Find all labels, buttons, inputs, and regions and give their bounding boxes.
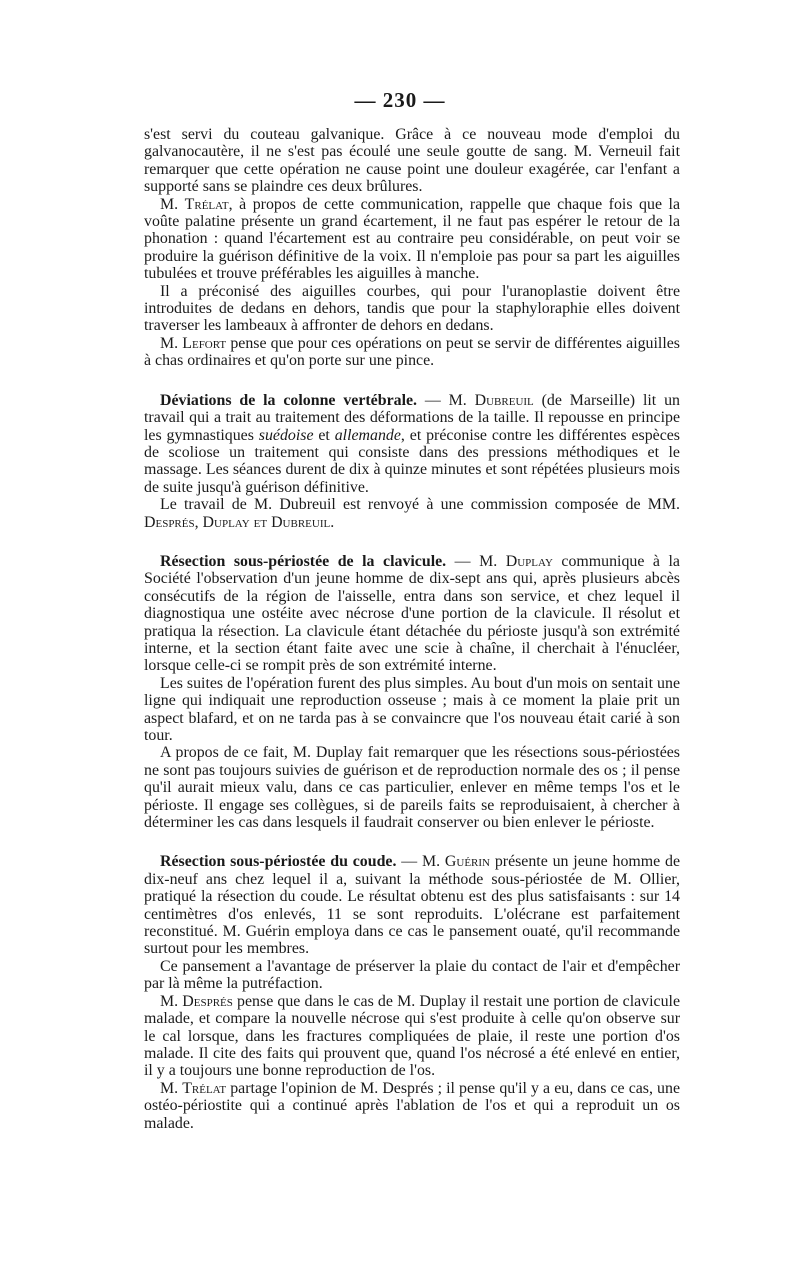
- prefix: M.: [160, 195, 185, 213]
- paragraph-text: et: [313, 426, 335, 444]
- person-name: Trélat: [184, 195, 229, 213]
- paragraph: [144, 196, 680, 283]
- italic-term: allemande: [334, 426, 401, 444]
- paragraph-text: (de Marseille) lit un travail qui a trait au traitement des déformations de la taille. Il repousse en principe les gymnastiques: [144, 391, 680, 444]
- paragraph-text: , et préconise contre les différentes espèces de scoliose un traitement qui consiste dans des pressions méthodiques et le massage. Les séances durent de dix à quinze minutes et sont répétées plusieurs mois de suite jusqu'à guérison définitive.: [144, 426, 680, 496]
- page-number: — 230 —: [354, 88, 446, 112]
- section-clavicle-resection: [144, 553, 680, 675]
- dash: — M.: [417, 391, 475, 409]
- document-body: [144, 126, 680, 1132]
- section-spinal-deviation: [144, 392, 680, 496]
- paragraph: Ce pansement a l'avantage de préserver la plaie du contact de l'air et d'empêcher par là même la putréfaction.: [144, 957, 680, 993]
- paragraph: [144, 335, 680, 370]
- italic-term: suédoise: [258, 426, 314, 444]
- person-name: Dubreuil: [474, 391, 534, 409]
- paragraph: [144, 496, 680, 531]
- person-names: Després, Duplay et Dubreuil.: [144, 513, 335, 531]
- prefix: M.: [160, 334, 183, 352]
- dash: — M.: [396, 853, 445, 871]
- dash: — M.: [446, 552, 506, 570]
- paragraph: A propos de ce fait, M. Duplay fait remarquer que les résections sous-périostées ne sont pas toujours suivies de guérison et de reproduction normale des os ; il pense qu'il aurait mieux valu, dans ce cas particulier, enlever en même temps l'os et le périoste. Il engage ses collègues, si de pareils faits se reproduisaient, à chercher à déterminer les cas dans lesquels il faudrait conserver ou bien enlever le périoste.: [144, 744, 680, 832]
- paragraph: [144, 993, 680, 1080]
- prefix: M.: [160, 992, 183, 1010]
- paragraph-text: présente un jeune homme de dix-neuf ans chez lequel il a, suivant la méthode sous-périostée de M. Ollier, pratiqué la résection du coude. Le résultat obtenu est des plus satisfaisants : sur 14 centimètres d'os enlevés, 11 se sont reproduits. L'olécrane est parfaitement reconstitué. M. Guérin employa dans ce cas le pansement ouaté, qu'il recommande surtout pour les membres.: [144, 853, 680, 958]
- paragraph-text: Le travail de M. Dubreuil est renvoyé à une commission composée de MM.: [160, 496, 680, 514]
- person-name: Trélat: [182, 1079, 227, 1097]
- paragraph: s'est servi du couteau galvanique. Grâce à ce nouveau mode d'emploi du galvanocautère, il ne s'est pas écoulé une seule goutte de sang. M. Verneuil fait remarquer que cette opération ne cause point une douleur exagérée, car l'enfant a supporté sans se plaindre ces deux brûlures.: [144, 126, 680, 196]
- person-name: Guérin: [444, 853, 491, 871]
- paragraph-text: pense que dans le cas de M. Duplay il restait une portion de clavicule malade, et compare la nouvelle nécrose qui s'est produite à celle qu'on observe sur le cal lorsque, dans les fractures compliquées de plaie, il reste une portion d'os malade. Il cite des faits qui prouvent que, quand l'os nécrosé a été enlevé en entier, il y a toujours une bonne reproduction de l'os.: [144, 992, 681, 1080]
- person-name: Duplay: [505, 552, 553, 570]
- paragraph-text: partage l'opinion de M. Després ; il pense qu'il y a eu, dans ce cas, une ostéo-périostite qui a continué après l'ablation de l'os et qui a reproduit un os malade.: [144, 1079, 680, 1132]
- section-elbow-resection: [144, 853, 680, 957]
- paragraph-text: pense que pour ces opérations on peut se servir de différentes aiguilles à chas ordinaires et qu'on porte sur une pince.: [144, 334, 680, 370]
- paragraph-text: , à propos de cette communication, rappelle que chaque fois que la voûte palatine présente un grand écartement, il ne faut pas espérer le retour de la phonation : quand l'écartement est au contraire peu considérable, on peut voir se produire la guérison définitive de la voix. Il n'emploie pas pour sa part les aiguilles tubulées et trouve préférables les aiguilles à manche.: [144, 195, 681, 283]
- paragraph: [144, 1080, 680, 1132]
- person-name: Lefort: [182, 334, 227, 352]
- paragraph-text: communique à la Société l'observation d'un jeune homme de dix-sept ans qui, après plusieurs abcès consécutifs de la région de l'aisselle, entra dans son service, et chez lequel il diagnostiqua une ostéite avec nécrose d'une portion de la clavicule. Il résolut et pratiqua la résection. La clavicule étant détachée du périoste jusqu'à son extrémité interne, et la section étant faite avec une scie à chaîne, il cherchait à l'énucléer, lorsque celle-ci se rompit près de son extrémité interne.: [144, 552, 680, 675]
- person-name: Després: [182, 992, 233, 1010]
- section-heading: Résection sous-périostée de la clavicule.: [160, 552, 447, 570]
- section-heading: Résection sous-périostée du coude.: [160, 853, 397, 871]
- paragraph: Les suites de l'opération furent des plus simples. Au bout d'un mois on sentait une ligne qui indiquait une reproduction osseuse ; mais à ce moment la plaie prit un aspect blafard, et on ne tarda pas à se convaincre que l'os nouveau était carié à son tour.: [144, 674, 680, 744]
- paragraph: Il a préconisé des aiguilles courbes, qui pour l'uranoplastie doivent être introduites de dedans en dehors, tandis que pour la staphyloraphie elles doivent traverser les lambeaux à affronter de dehors en dedans.: [144, 282, 680, 335]
- section-heading: Déviations de la colonne vertébrale.: [160, 391, 418, 409]
- prefix: M.: [160, 1079, 183, 1097]
